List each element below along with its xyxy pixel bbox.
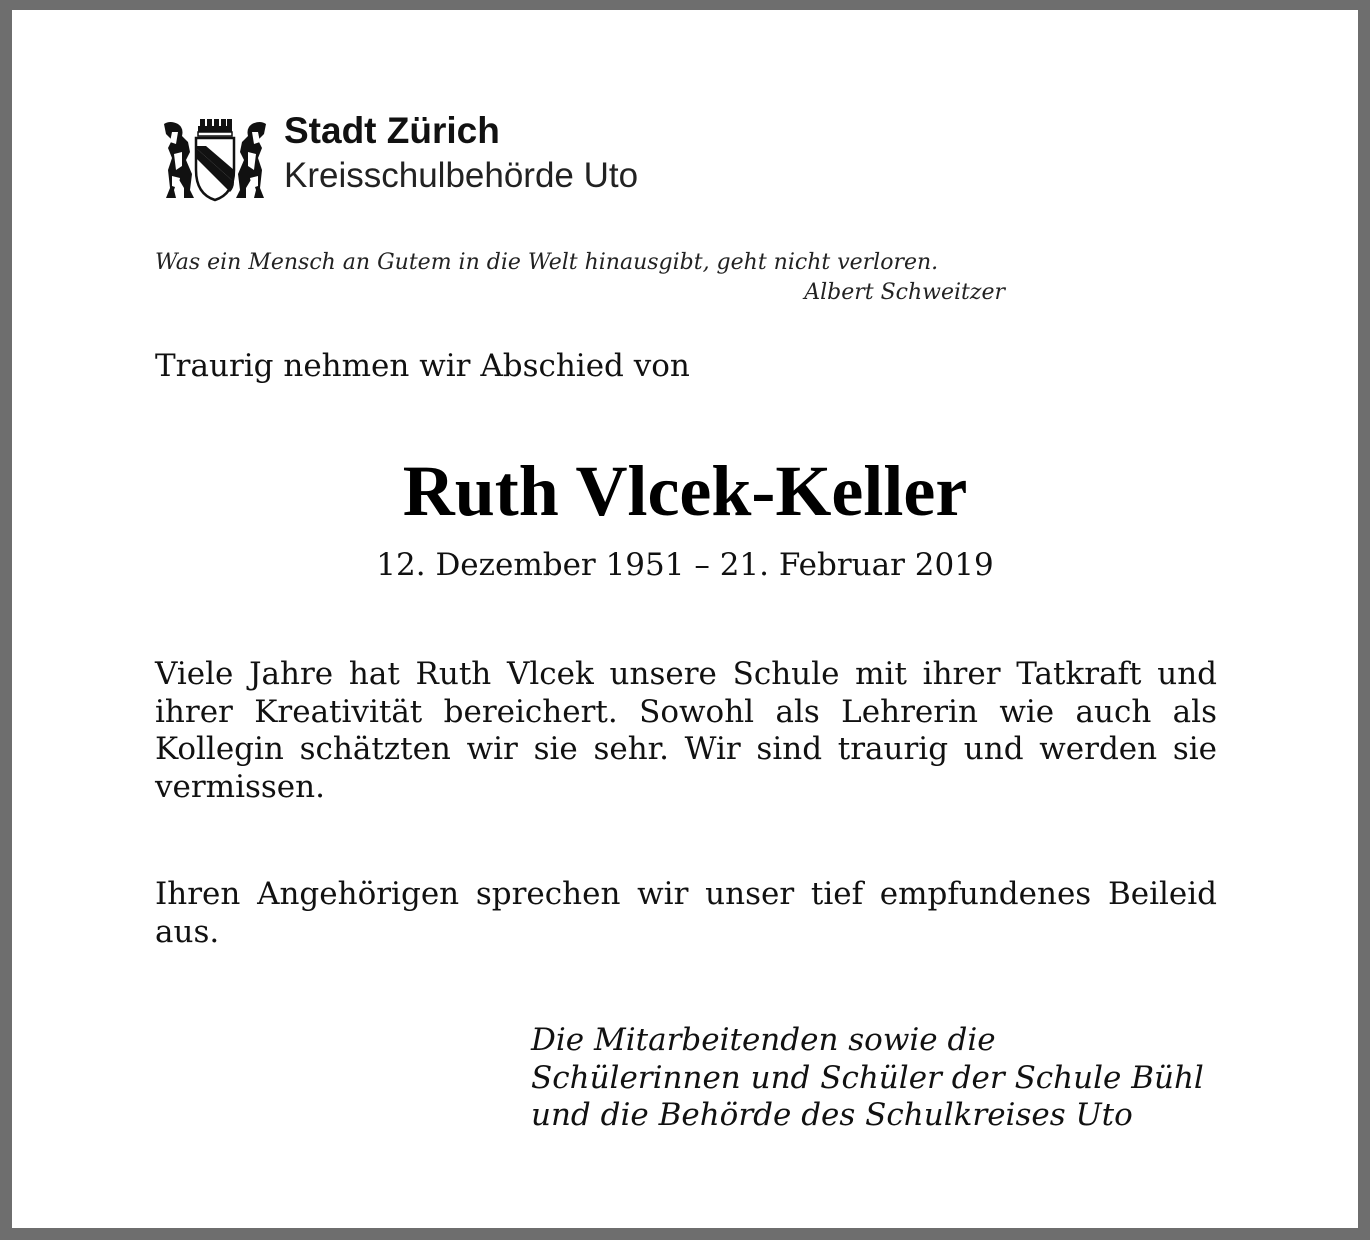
- intro-line: Traurig nehmen wir Abschied von: [155, 348, 690, 384]
- quote-author: Albert Schweitzer: [804, 280, 1005, 305]
- org-name: Stadt Zürich: [284, 110, 500, 151]
- quote-text: Was ein Mensch an Gutem in die Welt hinausgibt, geht nicht verloren.: [155, 250, 939, 275]
- deceased-name: Ruth Vlcek-Keller: [402, 451, 968, 531]
- signature-line: Die Mitarbeitenden sowie die: [531, 1022, 996, 1058]
- signature-line: und die Behörde des Schulkreises Uto: [531, 1097, 1133, 1133]
- tribute-paragraph: Viele Jahre hat Ruth Vlcek unsere Schule mit ihrer Tatkraft und ihrer Kreativität bereichert. Sowohl als Lehrerin wie auch als Kollegin schätzten wir sie sehr. Wir sind traurig und werden sie vermissen.: [155, 656, 1217, 805]
- life-dates: 12. Dezember 1951 – 21. Februar 2019: [376, 547, 994, 583]
- signature-block: [531, 1022, 1204, 1135]
- org-department: Kreisschulbehörde Uto: [284, 156, 639, 195]
- signature-line: Schülerinnen und Schüler der Schule Bühl: [531, 1059, 1204, 1096]
- condolence-paragraph: Ihren Angehörigen sprechen wir unser tief empfundenes Beileid aus.: [155, 876, 1217, 950]
- obituary-page: [12, 10, 1358, 1228]
- zurich-coat-of-arms-icon: [160, 118, 270, 204]
